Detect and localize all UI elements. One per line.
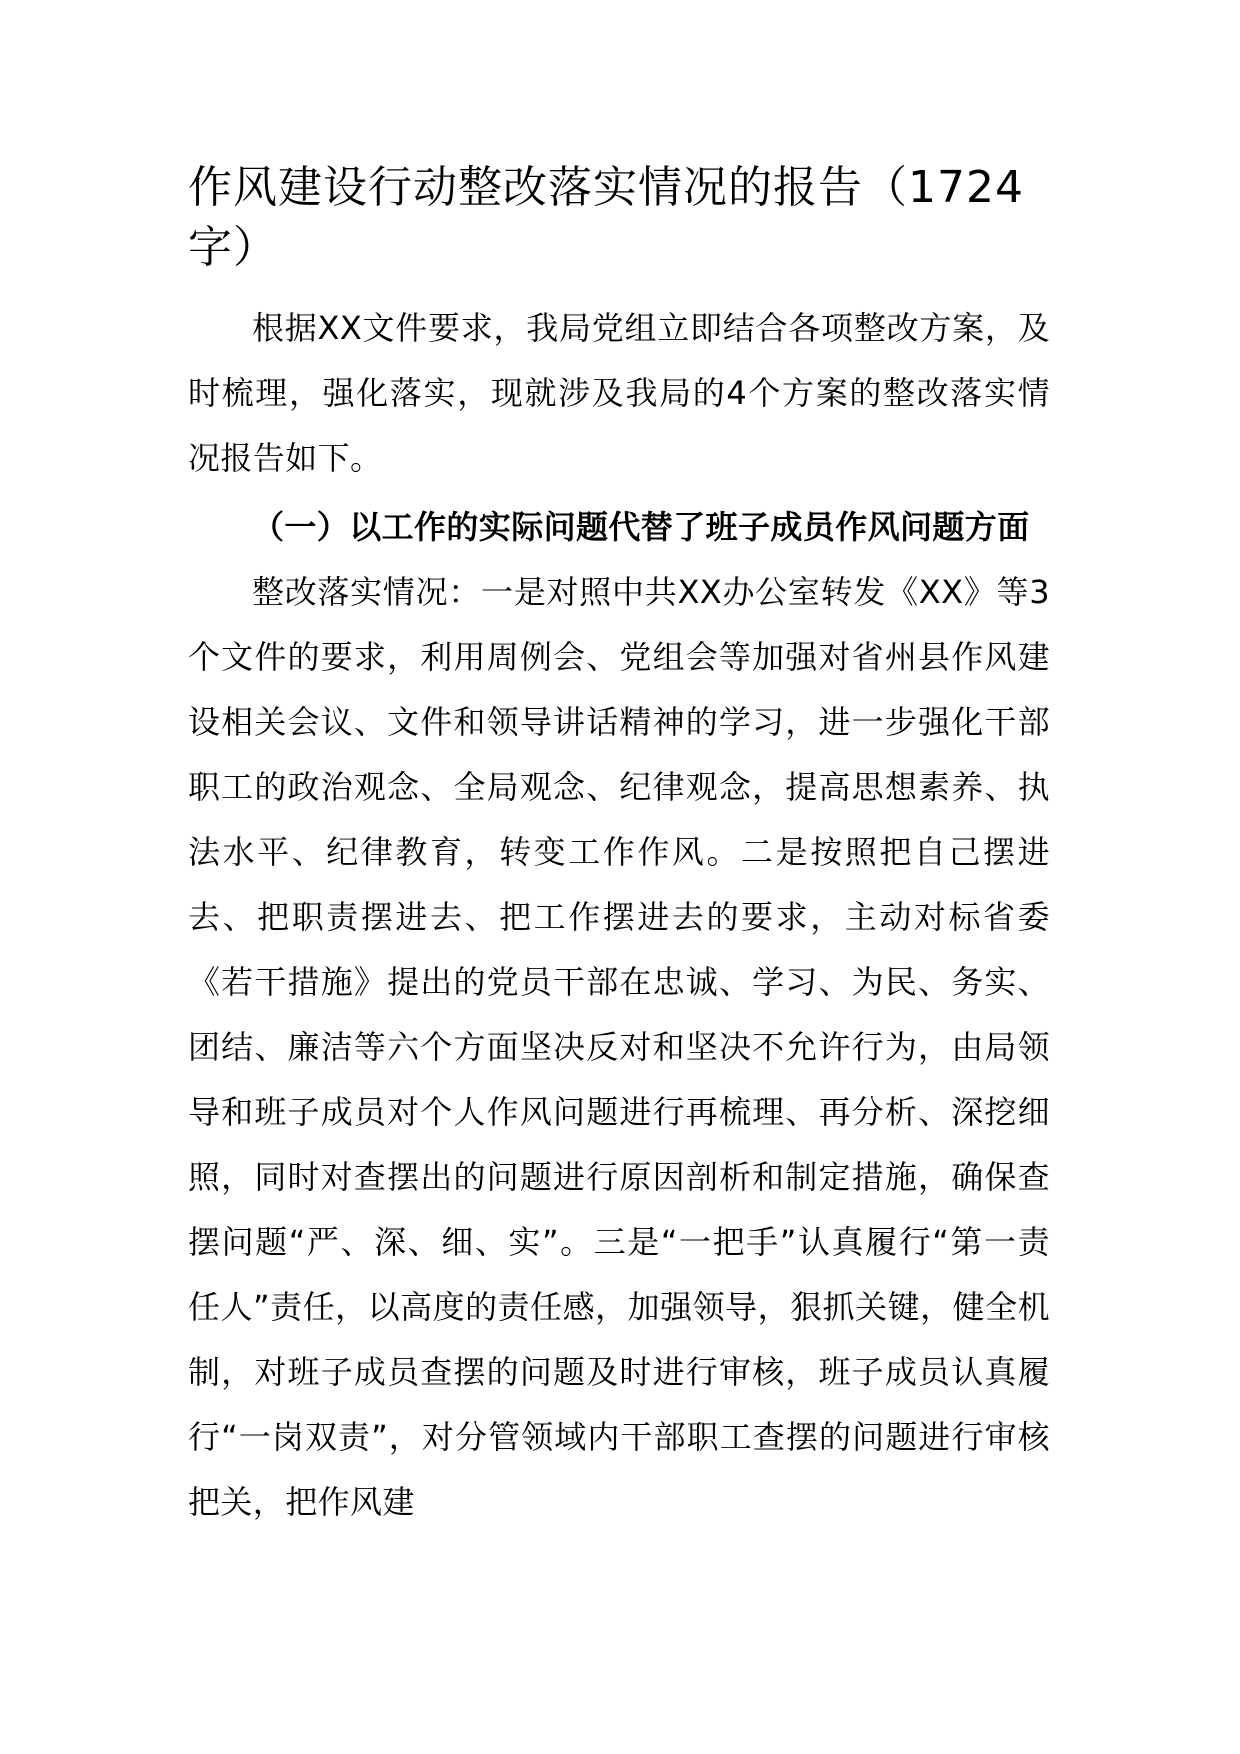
body-paragraph: 整改落实情况：一是对照中共XX办公室转发《XX》等3个文件的要求，利用周例会、党组会等加强对省州县作风建设相关会议、文件和领导讲话精神的学习，进一步强化干部职工的政治观念、全局观念、纪律观念，提高思想素养、执法水平、纪律教育，转变工作作风。二是按照把自己摆进去、把职责摆进去、把工作摆进去的要求，主动对标省委《若干措施》提出的党员干部在忠诚、学习、为民、务实、团结、廉洁等六个方面坚决反对和坚决不允许行为，由局领导和班子成员对个人作风问题进行再梳理、再分析、深挖细照，同时对查摆出的问题进行原因剖析和制定措施，确保查摆问题“严、深、细、实”。三是“一把手”认真履行“第一责任人”责任，以高度的责任感，加强领导，狠抓关键，健全机制，对班子成员查摆的问题及时进行审核，班子成员认真履行“一岗双责”，对分管领域内干部职工查摆的问题进行审核把关，把作风建 — [188, 573, 1050, 1521]
intro-paragraph: 根据XX文件要求，我局党组立即结合各项整改方案，及时梳理，强化落实，现就涉及我局的4个方案的整改落实情况报告如下。 — [188, 309, 1050, 477]
document-page — [188, 158, 1050, 1535]
section-heading: （一）以工作的实际问题代替了班子成员作风问题方面 — [252, 508, 1030, 546]
document-title: 作风建设行动整改落实情况的报告（1724字） — [188, 162, 1024, 273]
